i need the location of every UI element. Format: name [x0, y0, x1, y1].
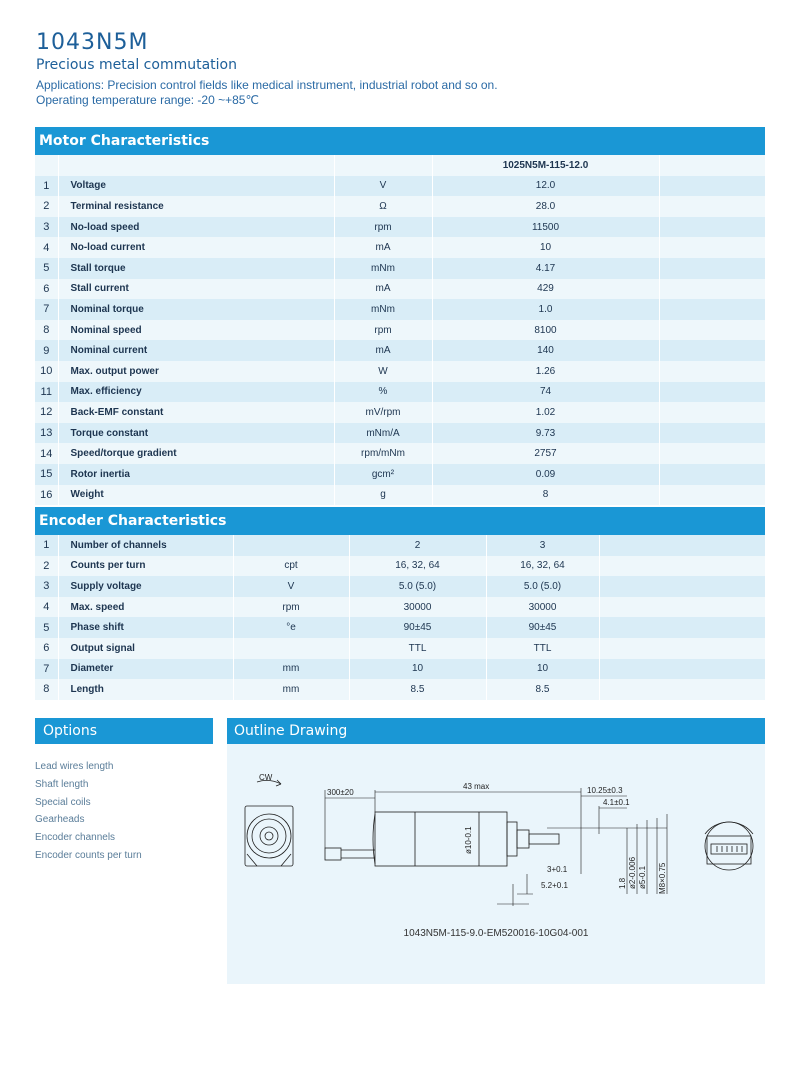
parameter-unit: mV/rpm [334, 402, 432, 423]
row-number: 10 [35, 361, 58, 382]
motor-row [35, 382, 765, 403]
dim-diameter-label: ø10-0.1 [464, 826, 473, 854]
parameter-value: 4.17 [432, 258, 659, 279]
parameter-unit: rpm [233, 597, 349, 618]
motor-model-label: 1025N5M-115-12.0 [432, 155, 659, 176]
dim-a-label: 3+0.1 [547, 865, 568, 874]
channel-3-value: 30000 [486, 597, 599, 618]
row-number: 11 [35, 382, 58, 403]
options-list [35, 758, 142, 865]
parameter-value: 1.26 [432, 361, 659, 382]
parameter-unit: cpt [233, 556, 349, 577]
parameter-name: Supply voltage [58, 576, 233, 597]
parameter-name: No-load speed [58, 217, 334, 238]
channel-2-value: 2 [349, 535, 486, 556]
parameter-unit: rpm [334, 320, 432, 341]
empty-cell [659, 258, 765, 279]
empty-cell [659, 464, 765, 485]
parameter-value: 0.09 [432, 464, 659, 485]
empty-cell [659, 299, 765, 320]
empty-cell [659, 320, 765, 341]
row-number: 9 [35, 340, 58, 361]
row-number: 6 [35, 279, 58, 300]
parameter-name: Torque constant [58, 423, 334, 444]
parameter-value: 10 [432, 237, 659, 258]
front-view-right [705, 822, 753, 870]
row-number: 5 [35, 617, 58, 638]
row-number: 12 [35, 402, 58, 423]
dim-lead-label: 300±20 [327, 788, 354, 797]
parameter-unit: mNm [334, 258, 432, 279]
encoder-row [35, 617, 765, 638]
parameter-value: 12.0 [432, 176, 659, 197]
row-number: 2 [35, 196, 58, 217]
parameter-value: 140 [432, 340, 659, 361]
parameter-unit: °e [233, 617, 349, 638]
row-number: 3 [35, 576, 58, 597]
row-number: 7 [35, 299, 58, 320]
option-item: Encoder counts per turn [35, 849, 142, 861]
motor-table [35, 155, 766, 505]
option-item: Special coils [35, 796, 91, 808]
dim-b-label: 5.2+0.1 [541, 881, 568, 890]
temperature-text: Operating temperature range: -20 ~+85℃ [36, 93, 259, 107]
empty-cell [599, 597, 765, 618]
channel-3-value: 8.5 [486, 679, 599, 700]
option-item: Gearheads [35, 814, 85, 826]
front-view-left [245, 780, 293, 866]
encoder-row [35, 556, 765, 577]
parameter-value: 2757 [432, 443, 659, 464]
parameter-unit [233, 638, 349, 659]
parameter-unit: mA [334, 340, 432, 361]
parameter-name: Max. output power [58, 361, 334, 382]
empty-cell [659, 443, 765, 464]
parameter-value: 429 [432, 279, 659, 300]
parameter-name: Output signal [58, 638, 233, 659]
channel-2-value: TTL [349, 638, 486, 659]
empty-cell [659, 217, 765, 238]
empty-cell [659, 176, 765, 197]
encoder-row [35, 679, 765, 700]
parameter-name: Phase shift [58, 617, 233, 638]
encoder-row [35, 597, 765, 618]
empty-cell [659, 340, 765, 361]
motor-body [373, 812, 507, 866]
row-number: 13 [35, 423, 58, 444]
encoder-row [35, 535, 765, 556]
parameter-name: Nominal current [58, 340, 334, 361]
motor-row [35, 443, 765, 464]
parameter-name: No-load current [58, 237, 334, 258]
parameter-name: Stall current [58, 279, 334, 300]
dim-f-label: M8×0.75 [658, 862, 667, 894]
parameter-name: Diameter [58, 659, 233, 680]
row-number: 3 [35, 217, 58, 238]
row-number: 4 [35, 237, 58, 258]
row-number: 16 [35, 485, 58, 506]
parameter-unit: gcm² [334, 464, 432, 485]
parameter-name: Speed/torque gradient [58, 443, 334, 464]
outline-drawing [227, 744, 765, 984]
channel-3-value: TTL [486, 638, 599, 659]
channel-2-value: 16, 32, 64 [349, 556, 486, 577]
parameter-unit: W [334, 361, 432, 382]
motor-row [35, 423, 765, 444]
channel-3-value: 16, 32, 64 [486, 556, 599, 577]
encoder-table [35, 535, 766, 700]
channel-2-value: 5.0 (5.0) [349, 576, 486, 597]
channel-2-value: 10 [349, 659, 486, 680]
parameter-unit: mm [233, 679, 349, 700]
parameter-name: Weight [58, 485, 334, 506]
parameter-value: 28.0 [432, 196, 659, 217]
parameter-name: Rotor inertia [58, 464, 334, 485]
parameter-value: 8100 [432, 320, 659, 341]
row-number: 1 [35, 535, 58, 556]
parameter-unit: mA [334, 279, 432, 300]
dim-c-label: 1.8 [618, 877, 627, 889]
lead-wire [325, 848, 375, 860]
option-item: Shaft length [35, 778, 89, 790]
parameter-name: Back-EMF constant [58, 402, 334, 423]
encoder-row [35, 576, 765, 597]
parameter-unit: % [334, 382, 432, 403]
dim-flat-label: 4.1±0.1 [603, 798, 630, 807]
dim-d-label: ø2-0.006 [628, 856, 637, 889]
channel-3-value: 3 [486, 535, 599, 556]
option-item: Encoder channels [35, 832, 116, 844]
motor-row [35, 299, 765, 320]
outline-header: Outline Drawing [227, 718, 765, 744]
motor-row [35, 176, 765, 197]
motor-row [35, 320, 765, 341]
dim-e-label: ø5-0.1 [638, 865, 647, 889]
parameter-value: 11500 [432, 217, 659, 238]
empty-cell [659, 196, 765, 217]
motor-row [35, 485, 765, 506]
parameter-unit: V [334, 176, 432, 197]
parameter-unit: mNm/A [334, 423, 432, 444]
motor-row [35, 402, 765, 423]
row-number: 8 [35, 320, 58, 341]
parameter-value: 8 [432, 485, 659, 506]
outline-drawing-area [227, 744, 765, 984]
motor-row [35, 340, 765, 361]
row-number: 15 [35, 464, 58, 485]
empty-cell [599, 617, 765, 638]
row-number: 1 [35, 176, 58, 197]
dim-body-label: 43 max [463, 782, 490, 791]
parameter-value: 74 [432, 382, 659, 403]
parameter-name: Terminal resistance [58, 196, 334, 217]
channel-2-value: 30000 [349, 597, 486, 618]
empty-cell [659, 485, 765, 506]
motor-shaft [507, 822, 559, 856]
empty-cell [599, 556, 765, 577]
empty-cell [659, 237, 765, 258]
encoder-row [35, 659, 765, 680]
empty-cell [659, 279, 765, 300]
empty-cell [599, 659, 765, 680]
parameter-unit [233, 535, 349, 556]
empty-cell [659, 361, 765, 382]
parameter-name: Max. efficiency [58, 382, 334, 403]
motor-row [35, 258, 765, 279]
parameter-unit: rpm/mNm [334, 443, 432, 464]
empty-cell [599, 679, 765, 700]
parameter-name: Counts per turn [58, 556, 233, 577]
dim-shaft-label: 10.25±0.3 [587, 786, 623, 795]
row-number: 14 [35, 443, 58, 464]
rotation-label: CW [259, 773, 273, 782]
motor-row [35, 361, 765, 382]
motor-row [35, 237, 765, 258]
empty-cell [599, 576, 765, 597]
row-number: 2 [35, 556, 58, 577]
parameter-name: Nominal speed [58, 320, 334, 341]
parameter-unit: mA [334, 237, 432, 258]
motor-row [35, 279, 765, 300]
parameter-name: Number of channels [58, 535, 233, 556]
option-item: Lead wires length [35, 761, 114, 772]
encoder-section-header: Encoder Characteristics [35, 507, 765, 535]
row-number: 8 [35, 679, 58, 700]
empty-cell [599, 638, 765, 659]
parameter-unit: V [233, 576, 349, 597]
channel-3-value: 5.0 (5.0) [486, 576, 599, 597]
motor-section-header: Motor Characteristics [35, 127, 765, 155]
empty-cell [659, 402, 765, 423]
options-header: Options [35, 718, 213, 744]
channel-2-value: 90±45 [349, 617, 486, 638]
channel-3-value: 90±45 [486, 617, 599, 638]
parameter-name: Nominal torque [58, 299, 334, 320]
parameter-unit: mNm [334, 299, 432, 320]
parameter-name: Max. speed [58, 597, 233, 618]
channel-3-value: 10 [486, 659, 599, 680]
row-number: 5 [35, 258, 58, 279]
row-number: 6 [35, 638, 58, 659]
parameter-name: Stall torque [58, 258, 334, 279]
motor-row [35, 196, 765, 217]
parameter-name: Length [58, 679, 233, 700]
product-title: 1043N5M [36, 30, 149, 55]
row-number: 4 [35, 597, 58, 618]
parameter-name: Voltage [58, 176, 334, 197]
parameter-unit: g [334, 485, 432, 506]
drawing-code: 1043N5M-115-9.0-EM520016-10G04-001 [403, 928, 589, 939]
encoder-row [35, 638, 765, 659]
product-subtitle: Precious metal commutation [36, 57, 237, 73]
parameter-unit: mm [233, 659, 349, 680]
motor-row [35, 464, 765, 485]
parameter-value: 1.0 [432, 299, 659, 320]
channel-2-value: 8.5 [349, 679, 486, 700]
parameter-unit: Ω [334, 196, 432, 217]
applications-text: Applications: Precision control fields like medical instrument, industrial robot and so on. [36, 78, 498, 92]
motor-model-row [35, 155, 765, 176]
row-number: 7 [35, 659, 58, 680]
parameter-value: 9.73 [432, 423, 659, 444]
motor-row [35, 217, 765, 238]
empty-cell [599, 535, 765, 556]
empty-cell [659, 382, 765, 403]
parameter-value: 1.02 [432, 402, 659, 423]
empty-cell [659, 423, 765, 444]
parameter-unit: rpm [334, 217, 432, 238]
